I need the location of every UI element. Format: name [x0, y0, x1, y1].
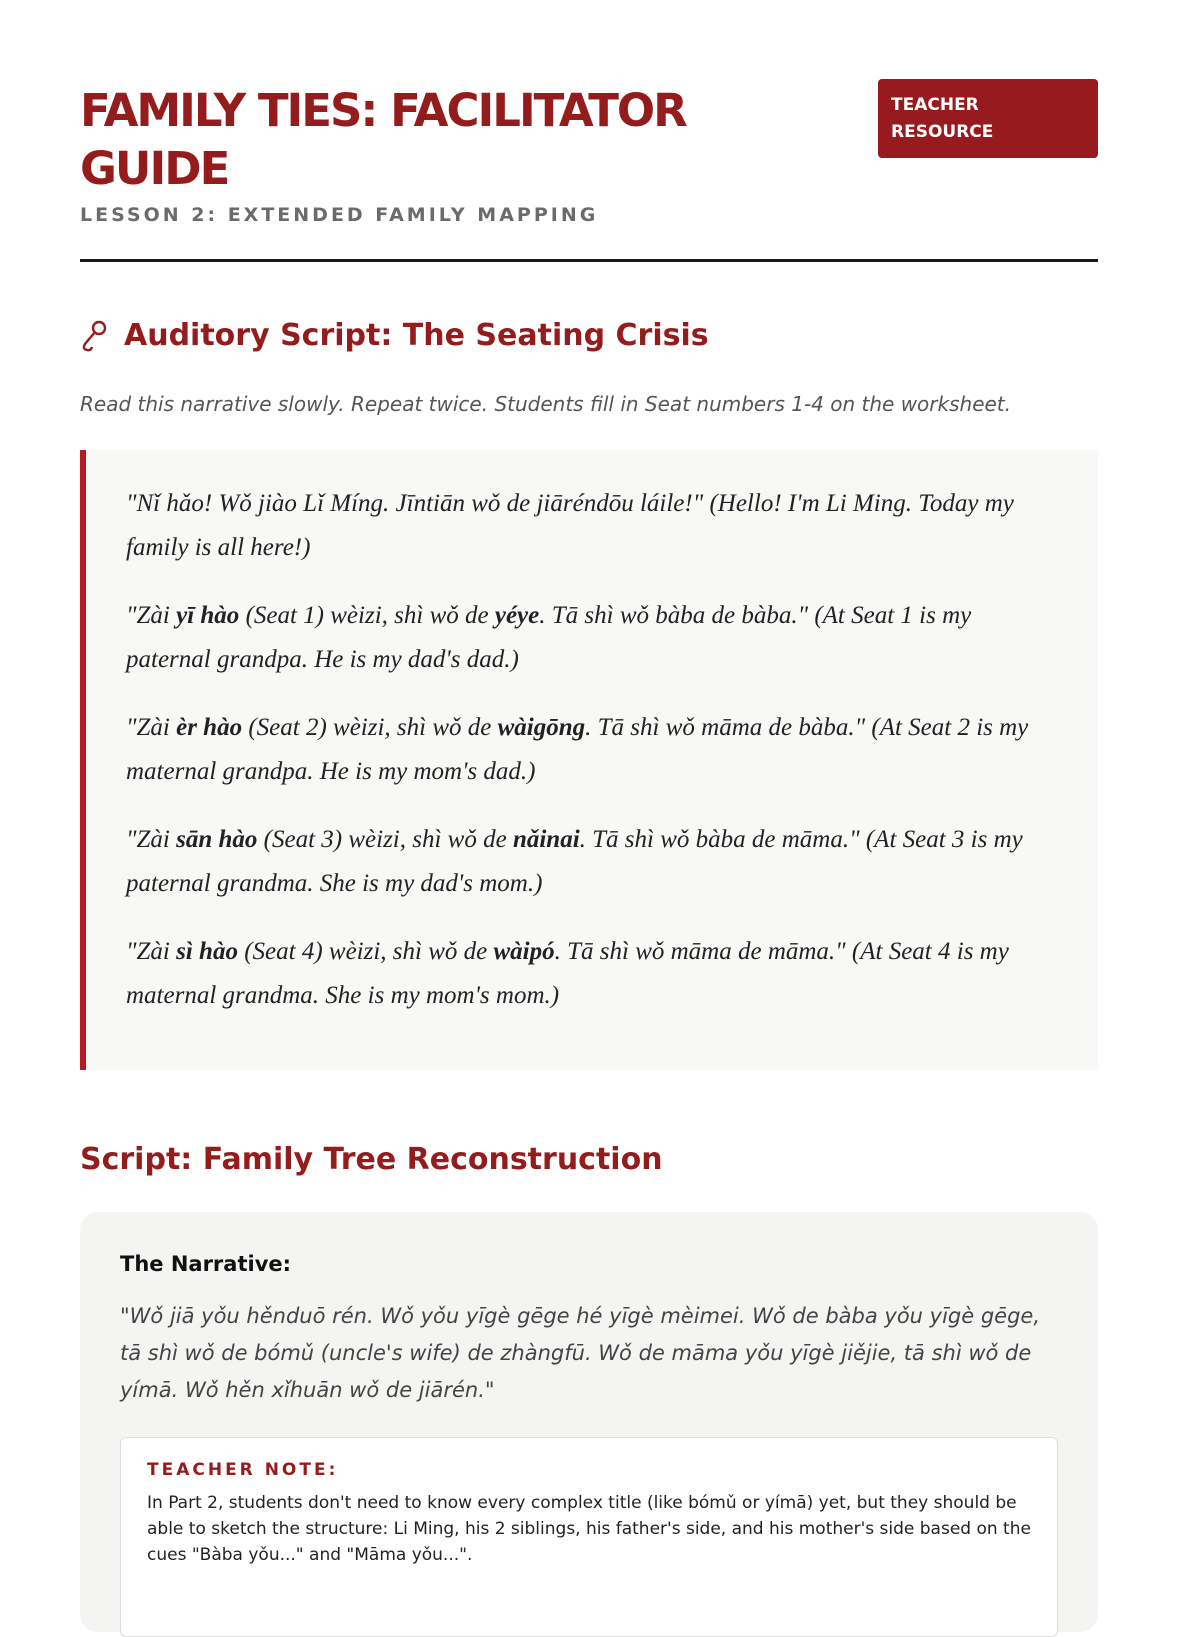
- page-subtitle: LESSON 2: EXTENDED FAMILY MAPPING: [80, 204, 599, 226]
- seat-number: yī hào: [176, 602, 240, 629]
- auditory-instructions: Read this narrative slowly. Repeat twice. Students fill in Seat numbers 1-4 on the worksheet.: [80, 392, 1011, 416]
- family-term: yéye: [494, 602, 540, 629]
- seat-number: sì hào: [176, 938, 238, 965]
- script-paragraph: [126, 706, 1060, 794]
- family-term: nǎinai: [512, 826, 580, 853]
- family-tree-card: [80, 1212, 1098, 1632]
- script-text: "Zài: [126, 938, 177, 965]
- script-text: "Zài: [126, 826, 177, 853]
- script-text: "Zài: [126, 714, 177, 741]
- page-title: FAMILY TIES: FACILITATOR GUIDE: [80, 84, 686, 195]
- script-text: (Seat 4) wèizi, shì wǒ de: [237, 938, 494, 965]
- seat-number: sān hào: [176, 826, 258, 853]
- script-text: (Seat 2) wèizi, shì wǒ de: [242, 714, 498, 741]
- script-text: (Seat 3) wèizi, shì wǒ de: [257, 826, 513, 853]
- script-text: . Tā shì wǒ bàba de bàba." (At Seat 1 is my paternal grandpa. He is my dad's dad.): [126, 602, 972, 673]
- script-text: . Tā shì wǒ māma de bàba." (At Seat 2 is my maternal grandpa. He is my mom's dad.): [126, 714, 1029, 785]
- family-term: wàigōng: [497, 714, 586, 741]
- teacher-note-label: TEACHER NOTE:: [147, 1460, 339, 1480]
- teacher-note-text: In Part 2, students don't need to know every complex title (like bómǔ or yímā) yet, but they should be able to sketch the structure: Li Ming, his 2 siblings, his father's side, and his mother's side based on the cues "Bàba yǒu..." and "Māma yǒu...".: [147, 1493, 1031, 1565]
- script-text: (Seat 1) wèizi, shì wǒ de: [239, 602, 495, 629]
- teacher-resource-badge: TEACHER RESOURCE: [878, 79, 1098, 158]
- narrative-label: The Narrative:: [120, 1252, 292, 1276]
- narrative-text: "Wǒ jiā yǒu hěnduō rén. Wǒ yǒu yīgè gēge hé yīgè mèimei. Wǒ de bàba yǒu yīgè gēge, tā shì wǒ de bómǔ (uncle's wife) de zhàngfū. Wǒ de māma yǒu yīgè jiějie, tā shì wǒ de yímā. Wǒ hěn xǐhuān wǒ de jiārén.": [120, 1304, 1041, 1402]
- script-paragraph: [126, 818, 1060, 906]
- script-text: . Tā shì wǒ bàba de māma." (At Seat 3 is my paternal grandma. She is my dad's mom.): [126, 826, 1023, 897]
- auditory-section-header: [80, 318, 709, 353]
- family-term: wàipó: [493, 938, 555, 965]
- script-text: . Tā shì wǒ māma de māma." (At Seat 4 is my maternal grandma. She is my mom's mom.): [126, 938, 1009, 1009]
- microphone-icon: [80, 319, 110, 353]
- page-header: [80, 0, 1098, 262]
- auditory-script-block: [80, 450, 1098, 1070]
- script-paragraph: [126, 930, 1060, 1018]
- script-text: "Zài: [126, 602, 177, 629]
- auditory-heading: Auditory Script: The Seating Crisis: [124, 318, 709, 353]
- script-paragraph: [126, 482, 1060, 570]
- script-paragraph: [126, 594, 1060, 682]
- seat-number: èr hào: [176, 714, 243, 741]
- script-text: "Nǐ hǎo! Wǒ jiào Lǐ Míng. Jīntiān wǒ de jiāréndōu láile!" (Hello! I'm Li Ming. Today my family is all here!): [126, 490, 1014, 561]
- teacher-note: [120, 1437, 1058, 1637]
- family-tree-heading: Script: Family Tree Reconstruction: [80, 1142, 663, 1177]
